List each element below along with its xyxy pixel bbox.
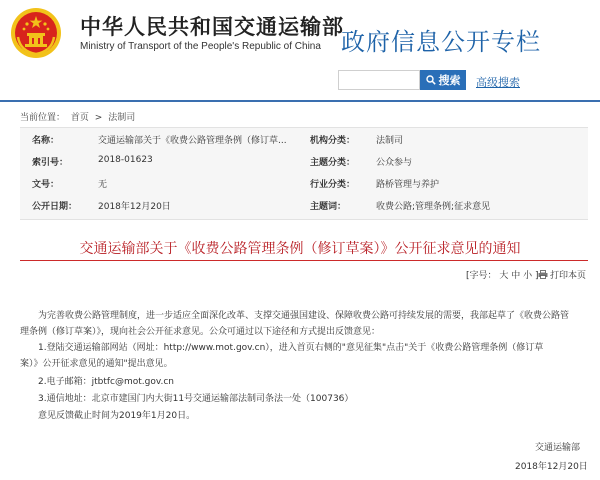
agency-label: 机构分类： [310,136,356,146]
body-paragraph: 为完善收费公路管理制度，进一步适应全面深化改革、支撑交通强国建设、保障收费公路可持续发展的需要，我部起草了《收费公路管 [38,311,570,321]
advanced-search-link[interactable]: 高级搜索 [476,76,520,89]
keyword-label: 主题词： [310,202,347,212]
ministry-name-chinese: 中华人民共和国交通运输部 [80,15,344,39]
body-paragraph: 2.电子邮箱：jtbtfc@mot.gov.cn [38,377,174,387]
breadcrumb-separator: > [94,113,103,123]
theme-label: 主题分类： [310,158,356,168]
title-divider [20,260,588,261]
document-info-table [20,127,588,220]
search-icon [426,75,436,85]
search-button[interactable] [420,70,466,90]
search-button-label: 搜索 [438,75,461,87]
info-row [20,155,588,173]
breadcrumb-current[interactable]: 法制司 [108,113,136,123]
signature-organization: 交通运输部 [535,443,581,453]
print-button[interactable] [538,268,586,281]
date-value: 2018年12月20日 [98,202,171,212]
industry-value: 路桥管理与养护 [376,180,440,190]
body-paragraph: 3.通信地址：北京市建国门内大街11号交通运输部法制司条法一处（100736） [38,394,354,404]
body-paragraph: 意见反馈截止时间为2019年1月20日。 [38,411,196,421]
name-value: 交通运输部关于《收费公路管理条例（修订草... [98,136,287,146]
date-label: 公开日期： [32,202,78,212]
site-header [0,0,600,100]
docno-value: 无 [98,180,108,190]
docno-label: 文号： [32,180,60,190]
ministry-name-english: Ministry of Transport of the People's Republic of China [80,41,321,52]
breadcrumb-label: 当前位置： [20,113,66,123]
national-emblem-icon [10,7,62,59]
keyword-value: 收费公路;管理条例;征求意见 [376,202,491,212]
body-paragraph: 案）》公开征求意见的通知"提出意见。 [20,359,173,369]
info-row [20,177,588,195]
signature-date: 2018年12月20日 [515,462,588,472]
theme-value: 公众参与 [376,158,413,168]
document-title: 交通运输部关于《收费公路管理条例（修订草案）》公开征求意见的通知 [79,241,521,257]
printer-icon [538,270,548,279]
body-paragraph: 理条例（修订草案）》，现向社会公开征求意见。公众可通过以下途径和方式提出反馈意见： [20,327,381,337]
column-title: 政府信息公开专栏 [341,28,541,56]
breadcrumb [20,110,138,123]
font-size-control[interactable]: [字号： 大 中 小 ] [466,271,539,281]
agency-value: 法制司 [376,136,404,146]
header-divider [0,100,600,102]
breadcrumb-home[interactable]: 首页 [70,113,89,123]
body-paragraph: 1.登陆交通运输部网站（网址：http://www.mot.gov.cn），进入首页右侧的"意见征集"点击"关于《收费公路管理条例（修订草 [38,343,544,353]
search-input[interactable] [338,70,420,90]
print-label: 打印本页 [550,271,587,281]
index-value: 2018-01623 [98,155,153,165]
info-row [20,199,588,217]
industry-label: 行业分类： [310,180,356,190]
name-label: 名称： [32,136,60,146]
info-row [20,133,588,151]
index-label: 索引号： [32,158,69,168]
